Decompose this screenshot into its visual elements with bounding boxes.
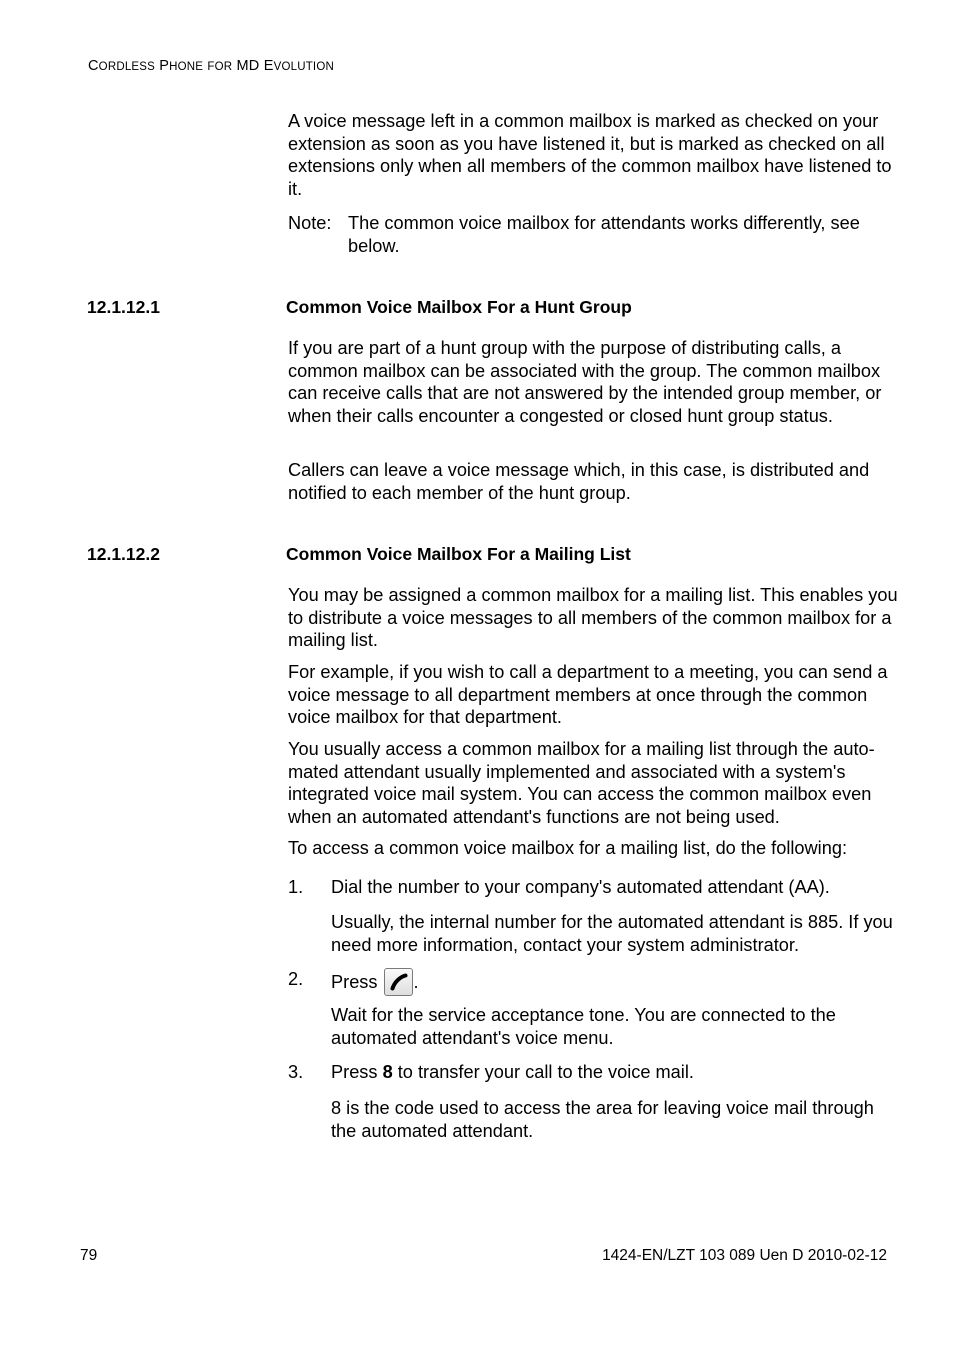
note-label: Note: (288, 213, 332, 233)
step-text: Press . (331, 968, 903, 996)
step-number: 2. (288, 969, 304, 989)
note-text: The common voice mailbox for attendants works differently, see below. (348, 213, 860, 256)
step-number: 3. (288, 1062, 304, 1082)
step-number: 1. (288, 877, 304, 897)
section-number: 12.1.12.1 (87, 297, 160, 317)
key-code: 8 (382, 1062, 393, 1082)
paragraph: For example, if you wish to call a department to a meeting, you can send a voice message to all department members at once through the common voice mailbox for that department. (288, 662, 888, 727)
step-text: Press 8 to transfer your call to the voice mail. (331, 1062, 694, 1082)
running-header: CORDLESS PHONE FOR MD EVOLUTION (88, 58, 334, 74)
step-detail: Usually, the internal number for the automated attendant is 885. If you need more information, contact your system administrator. (331, 912, 893, 955)
paragraph: You usually access a common mailbox for a mailing list through the auto-mated attendant usually implemented and associated with a system's integrated voice mail system. You can access the common mailbox even when an automated attendant's functions are not being used. (288, 739, 875, 827)
section-heading: Common Voice Mailbox For a Mailing List (286, 544, 631, 564)
page-number: 79 (80, 1247, 98, 1264)
section-number: 12.1.12.2 (87, 544, 160, 564)
step-text: Dial the number to your company's automated attendant (AA). (331, 877, 830, 897)
document-reference: 1424-EN/LZT 103 089 Uen D 2010-02-12 (602, 1247, 887, 1264)
paragraph: Callers can leave a voice message which, in this case, is distributed and notified to each member of the hunt group. (288, 460, 870, 503)
paragraph: You may be assigned a common mailbox for a mailing list. This enables you to distribute a voice messages to all members of the common mailbox for a mailing list. (288, 585, 898, 650)
step-detail: 8 is the code used to access the area for leaving voice mail through the automated attendant. (331, 1098, 874, 1141)
paragraph: To access a common voice mailbox for a mailing list, do the following: (288, 838, 848, 858)
step-detail: Wait for the service acceptance tone. You are connected to the automated attendant's voice menu. (331, 1005, 836, 1048)
intro-paragraph: A voice message left in a common mailbox is marked as checked on your extension as soon as you have listened it, but is marked as checked on all extensions only when all members of the common mailbox have listened to it. (288, 111, 892, 199)
paragraph: If you are part of a hunt group with the purpose of distributing calls, a common mailbox can be associated with the group. The common mailbox can receive calls that are not answered by the intended group member, or when their calls encounter a congested or closed hunt group status. (288, 338, 882, 426)
section-heading: Common Voice Mailbox For a Hunt Group (286, 297, 632, 317)
off-hook-phone-key-icon (384, 968, 413, 996)
